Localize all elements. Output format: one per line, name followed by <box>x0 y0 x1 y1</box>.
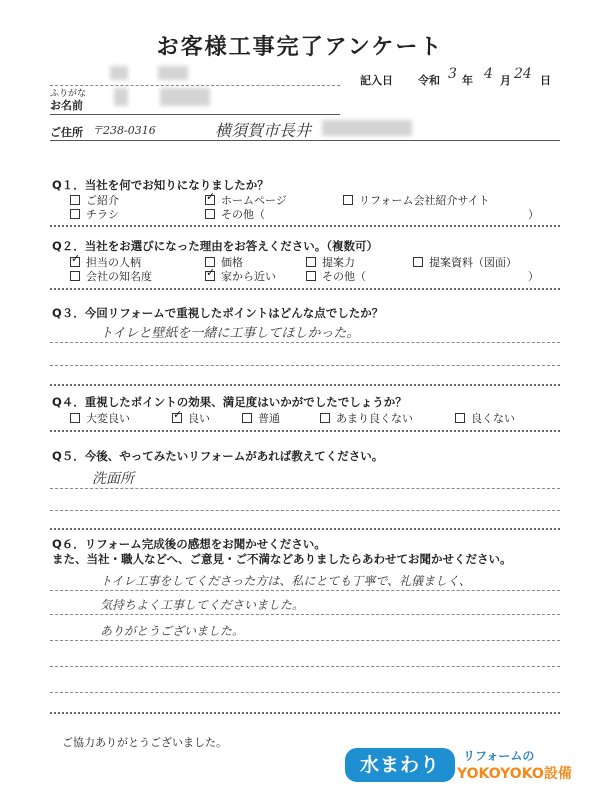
q3-answer: トイレと壁紙を一緒に工事してほしかった。 <box>100 326 360 341</box>
furigana-label: ふりがな <box>50 89 87 99</box>
redacted-name <box>114 88 128 106</box>
q1-text: Q１．当社を何でお知りになりましたか？ <box>52 178 269 192</box>
q2-option-near-home[interactable]: ✓ 家から近い <box>205 268 276 284</box>
q2-text: Q２．当社をお選びになった理由をお答えください。（複数可） <box>52 239 379 253</box>
checkbox[interactable] <box>343 195 353 205</box>
q4-option-very-good[interactable]: 大変良い <box>70 410 130 426</box>
checkbox[interactable] <box>70 195 80 205</box>
checkbox[interactable] <box>70 413 80 423</box>
redacted-furigana <box>110 66 128 80</box>
date-day-unit: 日 <box>540 74 551 87</box>
q1-other-close: ） <box>528 208 539 221</box>
answer-line <box>50 510 560 511</box>
divider <box>50 288 560 290</box>
q1-option-other[interactable]: その他（ <box>205 206 265 222</box>
logo-company-name: YOKOYOKO設備 <box>457 766 572 782</box>
name-underline <box>50 114 340 115</box>
divider <box>50 430 560 432</box>
address-handwritten: 横須賀市長井 <box>215 121 312 140</box>
q5-answer: 洗面所 <box>92 471 134 487</box>
checkbox[interactable] <box>320 413 330 423</box>
q6-answer-line-1: トイレ工事をしてくださった方は、私にとても丁寧で、礼儀ましく、 <box>100 574 471 588</box>
page-title: お客様工事完了アンケート <box>156 35 444 60</box>
q4-option-bad[interactable]: 良くない <box>455 410 515 426</box>
checkbox-checked[interactable] <box>205 271 215 281</box>
date-month-value: 4 <box>484 66 493 82</box>
address-postal: 〒238-0316 <box>92 124 156 137</box>
q4-text: Q４．重視したポイントの効果、満足度はいかがでしたでしょうか？ <box>52 395 407 409</box>
q6-text-1: Q６．リフォーム完成後の感想をお聞かせください。 <box>52 537 326 551</box>
checkbox[interactable] <box>70 271 80 281</box>
address-underline <box>50 140 560 141</box>
date-label: 記入日 <box>360 74 393 87</box>
checkbox[interactable] <box>413 257 423 267</box>
address-label: ご住所 <box>50 126 83 139</box>
q6-text-2: また、当社・職人などへ、ご意見・ご不満などありましたらあわせてお聞かせください。 <box>52 552 512 566</box>
q2-option-reputation[interactable]: 会社の知名度 <box>70 268 152 284</box>
redacted-name <box>160 88 210 106</box>
date-day-value: 24 <box>514 66 532 82</box>
furigana-line <box>50 85 340 86</box>
answer-line <box>50 614 560 615</box>
checkbox[interactable] <box>306 257 316 267</box>
q2-option-proposal[interactable]: 提案力 <box>306 254 355 270</box>
divider <box>50 384 560 386</box>
q1-option-homepage[interactable]: ✓ ホームページ <box>205 192 287 208</box>
divider <box>50 712 560 714</box>
checkbox[interactable] <box>306 271 316 281</box>
date-month-unit: 月 <box>500 74 511 87</box>
footer-thanks: ご協力ありがとうございました。 <box>62 736 227 749</box>
checkbox[interactable] <box>242 413 252 423</box>
answer-line <box>50 342 560 343</box>
q6-answer-line-2: 気持ちよく工事してくださいました。 <box>100 598 305 612</box>
checkbox[interactable] <box>70 209 80 219</box>
q3-text: Q３．今回リフォームで重視したポイントはどんな点でしたか？ <box>52 306 384 320</box>
q2-option-price[interactable]: 価格 <box>205 254 243 270</box>
checkbox[interactable] <box>205 209 215 219</box>
logo-sub-text: リフォームの <box>463 749 535 763</box>
q2-option-other[interactable]: その他（ <box>306 268 366 284</box>
answer-line <box>50 666 560 667</box>
q1-option-flyer[interactable]: チラシ <box>70 206 119 222</box>
answer-line <box>50 692 560 693</box>
q2-other-close: ） <box>528 270 539 283</box>
checkbox-checked[interactable] <box>70 257 80 267</box>
date-year-unit: 年 <box>462 74 473 87</box>
name-label: お名前 <box>50 99 83 112</box>
q2-option-proposal-docs[interactable]: 提案資料（図面） <box>413 254 517 270</box>
q4-option-not-so-good[interactable]: あまり良くない <box>320 410 413 426</box>
divider <box>50 528 560 530</box>
q6-answer-line-3: ありがとうございました。 <box>100 624 245 638</box>
q5-text: Q５．今後、やってみたいリフォームがあれば教えてください。 <box>52 449 384 463</box>
q4-option-good[interactable]: ✓ 良い <box>172 410 210 426</box>
answer-line <box>50 640 560 641</box>
logo-main-text: 水まわり <box>345 748 455 782</box>
checkbox[interactable] <box>455 413 465 423</box>
q2-option-staff[interactable]: ✓担当の人柄 <box>70 254 141 270</box>
answer-line <box>50 365 560 366</box>
date-year-value: 3 <box>448 66 457 82</box>
answer-line <box>50 590 560 591</box>
q1-option-referral-site[interactable]: リフォーム会社紹介サイト <box>343 192 490 208</box>
divider <box>50 225 560 227</box>
redacted-furigana <box>158 66 188 80</box>
answer-line <box>50 488 560 489</box>
redacted-address <box>322 120 412 136</box>
q4-option-average[interactable]: 普通 <box>242 410 280 426</box>
checkbox-checked[interactable] <box>205 195 215 205</box>
checkbox-checked[interactable] <box>172 413 182 423</box>
q1-option-introduction[interactable]: ご紹介 <box>70 192 119 208</box>
company-logo <box>345 748 575 784</box>
date-era: 令和 <box>418 74 440 87</box>
